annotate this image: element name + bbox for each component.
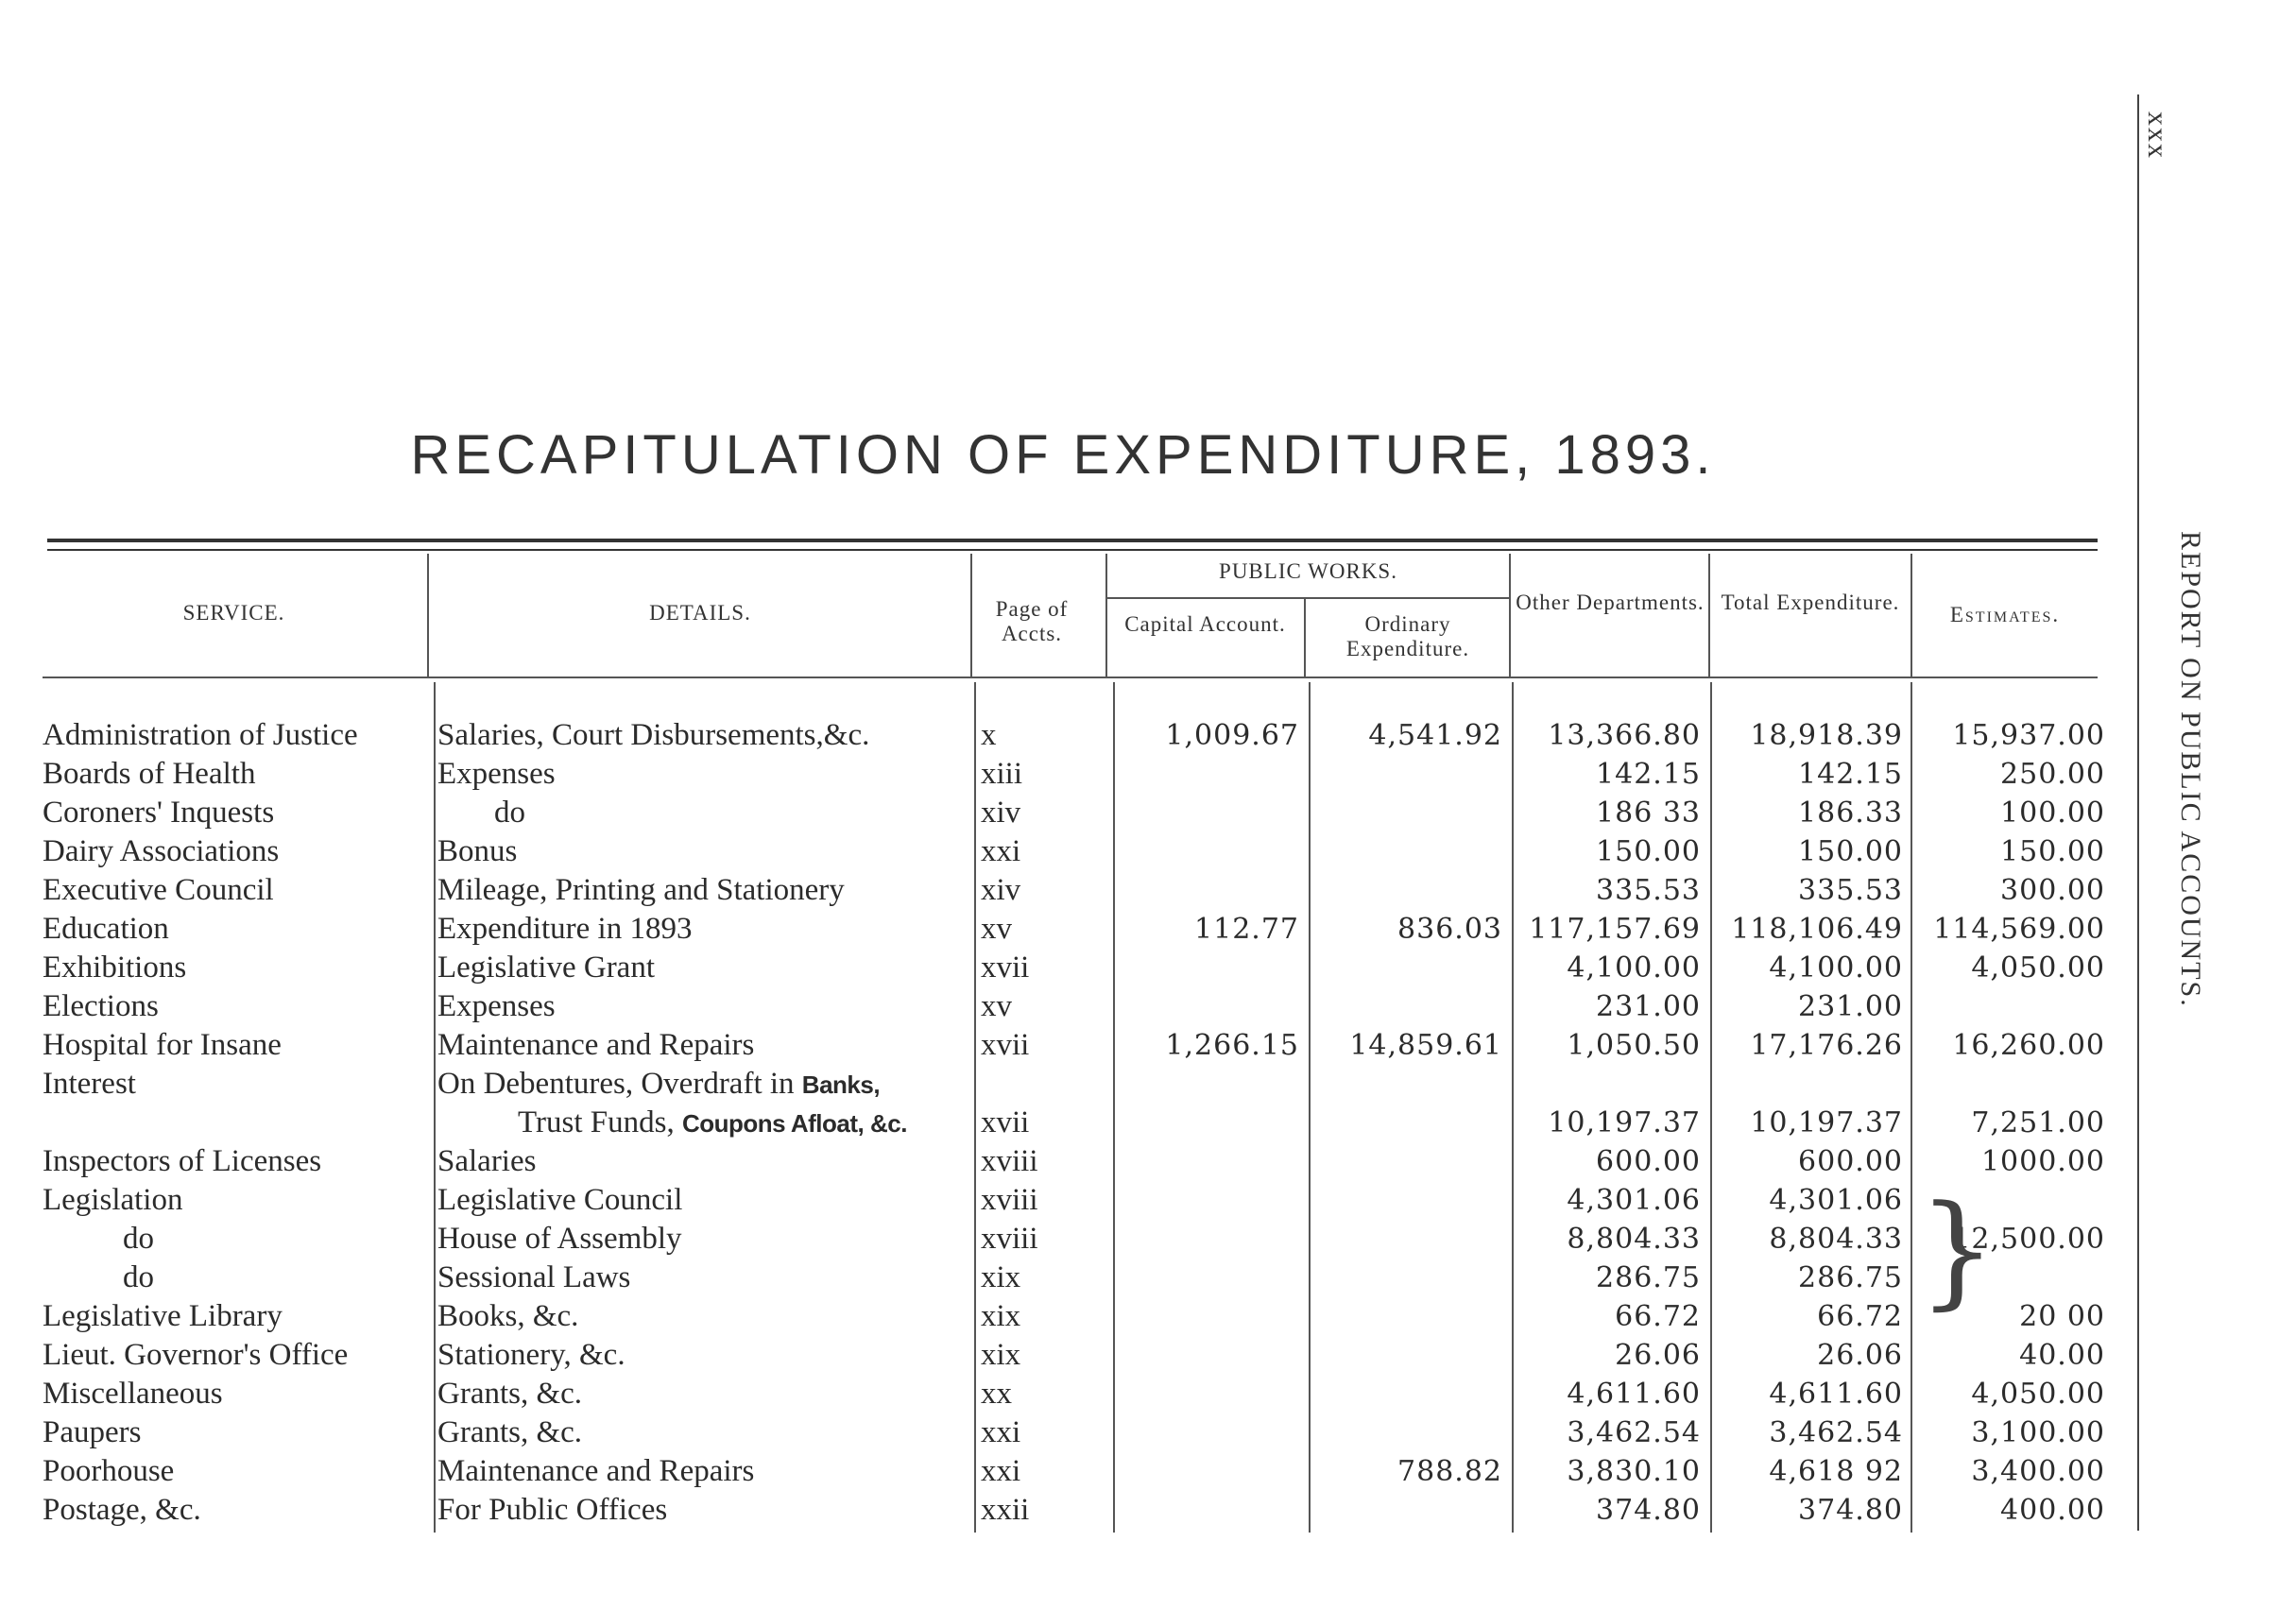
details-cell: Expenditure in 1893 <box>437 912 693 946</box>
header-public-works: PUBLIC WORKS. <box>1219 559 1397 583</box>
details-line-emphasis: Coupons Afloat, &c. <box>681 1109 907 1138</box>
details-cell: Grants, &c. <box>437 1415 583 1449</box>
service-cell: Miscellaneous <box>43 1377 223 1411</box>
table-row <box>0 910 2135 949</box>
other-cell: 10,197.37 <box>1548 1106 1701 1139</box>
page-cell: xvii <box>981 1105 1030 1139</box>
page-cell: xxi <box>981 834 1021 868</box>
table-row <box>0 1336 2135 1375</box>
header-estimates: Estimates. <box>1949 603 2061 626</box>
other-cell: 286.75 <box>1596 1261 1701 1294</box>
service-cell: Hospital for Insane <box>43 1028 282 1062</box>
table-row <box>0 832 2135 871</box>
page-cell: xxii <box>981 1493 1030 1527</box>
ordinary-cell: 14,859.61 <box>1349 1029 1502 1062</box>
other-cell: 66.72 <box>1615 1300 1701 1333</box>
table-row <box>0 1065 2135 1142</box>
details-cell: Legislative Council <box>437 1183 683 1217</box>
capital-cell: 112.77 <box>1194 913 1299 946</box>
header-capital: Capital Account. <box>1124 612 1286 636</box>
other-cell: 231.00 <box>1596 990 1701 1023</box>
details-cell: Bonus <box>437 834 518 868</box>
total-cell: 18,918.39 <box>1750 719 1903 752</box>
page-cell: xxi <box>981 1454 1021 1488</box>
details-line: Trust Funds, <box>518 1105 675 1139</box>
total-cell: 4,301.06 <box>1769 1184 1903 1217</box>
estimates-cell: 4,050.00 <box>1971 951 2105 985</box>
service-cell: Paupers <box>43 1415 142 1449</box>
other-cell: 4,611.60 <box>1567 1378 1701 1411</box>
total-cell: 26.06 <box>1817 1339 1903 1372</box>
other-cell: 150.00 <box>1596 835 1701 868</box>
estimates-cell: 4,050.00 <box>1971 1378 2105 1411</box>
total-cell: 286.75 <box>1798 1261 1903 1294</box>
other-cell: 335.53 <box>1596 874 1701 907</box>
details-cell: Stationery, &c. <box>437 1338 625 1372</box>
table-row <box>0 716 2135 755</box>
page-cell: xviii <box>981 1222 1038 1256</box>
estimates-cell: 100.00 <box>2000 796 2105 830</box>
service-cell: Coroners' Inquests <box>43 796 275 830</box>
page-cell: xvii <box>981 951 1030 985</box>
estimates-cell: 3,100.00 <box>1971 1416 2105 1449</box>
other-cell: 8,804.33 <box>1567 1223 1701 1256</box>
header-bottom-rule <box>43 677 2098 678</box>
capital-cell: 1,266.15 <box>1165 1029 1299 1062</box>
details-cell: do <box>494 796 525 830</box>
page-cell: xxi <box>981 1415 1021 1449</box>
table-row <box>0 1142 2135 1181</box>
page-cell: x <box>981 718 997 752</box>
total-cell: 4,618 92 <box>1769 1455 1903 1488</box>
service-cell: Legislative Library <box>43 1299 283 1333</box>
total-cell: 4,100.00 <box>1769 951 1903 985</box>
table-row <box>0 987 2135 1026</box>
table-row <box>0 1491 2135 1530</box>
col-divider <box>1304 597 1306 677</box>
header-other: Other Departments. <box>1516 591 1705 614</box>
other-cell: 600.00 <box>1596 1145 1701 1178</box>
estimates-cell: 20 00 <box>2019 1300 2105 1333</box>
service-cell: do <box>123 1222 154 1256</box>
estimates-cell: 40.00 <box>2019 1339 2105 1372</box>
details-cell: Mileage, Printing and Stationery <box>437 873 845 907</box>
total-cell: 4,611.60 <box>1769 1378 1903 1411</box>
page-cell: xix <box>981 1299 1021 1333</box>
other-cell: 1,050.50 <box>1567 1029 1701 1062</box>
other-cell: 4,100.00 <box>1567 951 1701 985</box>
details-cell: Salaries, Court Disbursements,&c. <box>437 718 870 752</box>
other-cell: 13,366.80 <box>1548 719 1701 752</box>
header-ordinary: Ordinary Expenditure. <box>1345 612 1470 660</box>
total-cell: 3,462.54 <box>1769 1416 1903 1449</box>
total-cell: 118,106.49 <box>1731 913 1903 946</box>
table-row <box>0 1220 2135 1259</box>
page-cell: xix <box>981 1338 1021 1372</box>
total-cell: 600.00 <box>1798 1145 1903 1178</box>
estimates-cell: 15,937.00 <box>1952 719 2105 752</box>
service-cell: Dairy Associations <box>43 834 280 868</box>
ordinary-cell: 836.03 <box>1397 913 1502 946</box>
estimates-cell: 7,251.00 <box>1971 1106 2105 1139</box>
other-cell: 3,462.54 <box>1567 1416 1701 1449</box>
estimates-cell: 150.00 <box>2000 835 2105 868</box>
estimates-cell: 16,260.00 <box>1952 1029 2105 1062</box>
other-cell: 186 33 <box>1596 796 1701 830</box>
table-row <box>0 949 2135 987</box>
total-cell: 17,176.26 <box>1750 1029 1903 1062</box>
page-cell: xviii <box>981 1183 1038 1217</box>
details-cell: Legislative Grant <box>437 951 656 985</box>
details-cell: Sessional Laws <box>437 1260 631 1294</box>
other-cell: 4,301.06 <box>1567 1184 1701 1217</box>
service-cell: Interest <box>43 1067 136 1101</box>
table-row <box>0 755 2135 794</box>
col-divider <box>427 554 429 677</box>
total-cell: 66.72 <box>1817 1300 1903 1333</box>
total-cell: 231.00 <box>1798 990 1903 1023</box>
service-cell: Education <box>43 912 169 946</box>
details-cell: Grants, &c. <box>437 1377 583 1411</box>
page-cell: xv <box>981 989 1012 1023</box>
estimates-cell: 3,400.00 <box>1971 1455 2105 1488</box>
header-service: SERVICE. <box>182 601 285 625</box>
side-page-number: xxx <box>2142 111 2173 160</box>
legislation-brace-icon: } <box>1918 1178 1996 1322</box>
estimates-cell: 12,500.00 <box>1952 1223 2105 1256</box>
header-page: Page of Accts. <box>995 597 1069 645</box>
service-cell: Legislation <box>43 1183 183 1217</box>
details-cell: Expenses <box>437 989 556 1023</box>
col-divider <box>1509 554 1511 677</box>
estimates-cell: 250.00 <box>2000 758 2105 791</box>
details-cell: Books, &c. <box>437 1299 579 1333</box>
details-line-emphasis: Banks, <box>801 1070 881 1099</box>
col-divider <box>970 554 972 677</box>
total-cell: 142.15 <box>1798 758 1903 791</box>
page-cell: xiii <box>981 757 1023 791</box>
public-works-rule <box>1107 597 1509 599</box>
page-cell: xiv <box>981 796 1021 830</box>
service-cell: Administration of Justice <box>43 718 358 752</box>
total-cell: 8,804.33 <box>1769 1223 1903 1256</box>
page-cell: xviii <box>981 1144 1038 1178</box>
table-row <box>0 871 2135 910</box>
details-cell: Maintenance and Repairs <box>437 1028 755 1062</box>
capital-cell: 1,009.67 <box>1165 719 1299 752</box>
page-cell: xx <box>981 1377 1012 1411</box>
col-divider <box>1708 554 1710 677</box>
table-row <box>0 1297 2135 1336</box>
estimates-cell: 400.00 <box>2000 1494 2105 1527</box>
expenditure-table <box>0 716 2135 1530</box>
table-row <box>0 1452 2135 1491</box>
details-cell-continued <box>437 1104 1047 1143</box>
service-cell: do <box>123 1260 154 1294</box>
table-row <box>0 1413 2135 1452</box>
details-cell: Expenses <box>437 757 556 791</box>
table-row <box>0 1375 2135 1413</box>
page-cell: xvii <box>981 1028 1030 1062</box>
service-cell: Boards of Health <box>43 757 256 791</box>
estimates-cell: 114,569.00 <box>1933 913 2105 946</box>
service-cell: Exhibitions <box>43 951 187 985</box>
estimates-cell: 1000.00 <box>1980 1145 2105 1178</box>
title-rule-thin <box>47 549 2098 551</box>
table-row <box>0 1026 2135 1065</box>
total-cell: 150.00 <box>1798 835 1903 868</box>
service-cell: Postage, &c. <box>43 1493 201 1527</box>
details-cell: For Public Offices <box>437 1493 668 1527</box>
ordinary-cell: 4,541.92 <box>1368 719 1502 752</box>
table-row <box>0 1259 2135 1297</box>
page-cell: xv <box>981 912 1012 946</box>
estimates-cell: 300.00 <box>2000 874 2105 907</box>
details-cell: Salaries <box>437 1144 537 1178</box>
page-cell: xiv <box>981 873 1021 907</box>
title-rule-thick <box>47 539 2098 542</box>
service-cell: Inspectors of Licenses <box>43 1144 322 1178</box>
other-cell: 374.80 <box>1596 1494 1701 1527</box>
total-cell: 186.33 <box>1798 796 1903 830</box>
other-cell: 142.15 <box>1596 758 1701 791</box>
other-cell: 117,157.69 <box>1529 913 1701 946</box>
page-cell: xix <box>981 1260 1021 1294</box>
table-row <box>0 794 2135 832</box>
other-cell: 26.06 <box>1615 1339 1701 1372</box>
details-line: On Debentures, Overdraft in <box>437 1067 795 1101</box>
side-running-title: REPORT ON PUBLIC ACCOUNTS. <box>2175 531 2206 1008</box>
details-cell: Maintenance and Repairs <box>437 1454 755 1488</box>
service-cell: Lieut. Governor's Office <box>43 1338 349 1372</box>
page-edge-rule <box>2137 94 2139 1531</box>
service-cell: Poorhouse <box>43 1454 175 1488</box>
total-cell: 374.80 <box>1798 1494 1903 1527</box>
details-cell <box>437 1065 967 1105</box>
service-cell: Elections <box>43 989 159 1023</box>
header-total: Total Expenditure. <box>1721 591 1900 614</box>
total-cell: 10,197.37 <box>1750 1106 1903 1139</box>
page-title: RECAPITULATION OF EXPENDITURE, 1893. <box>410 424 1716 486</box>
other-cell: 3,830.10 <box>1567 1455 1701 1488</box>
ordinary-cell: 788.82 <box>1397 1455 1502 1488</box>
details-cell: House of Assembly <box>437 1222 682 1256</box>
header-details: DETAILS. <box>649 601 751 625</box>
table-row <box>0 1181 2135 1220</box>
total-cell: 335.53 <box>1798 874 1903 907</box>
service-cell: Executive Council <box>43 873 274 907</box>
